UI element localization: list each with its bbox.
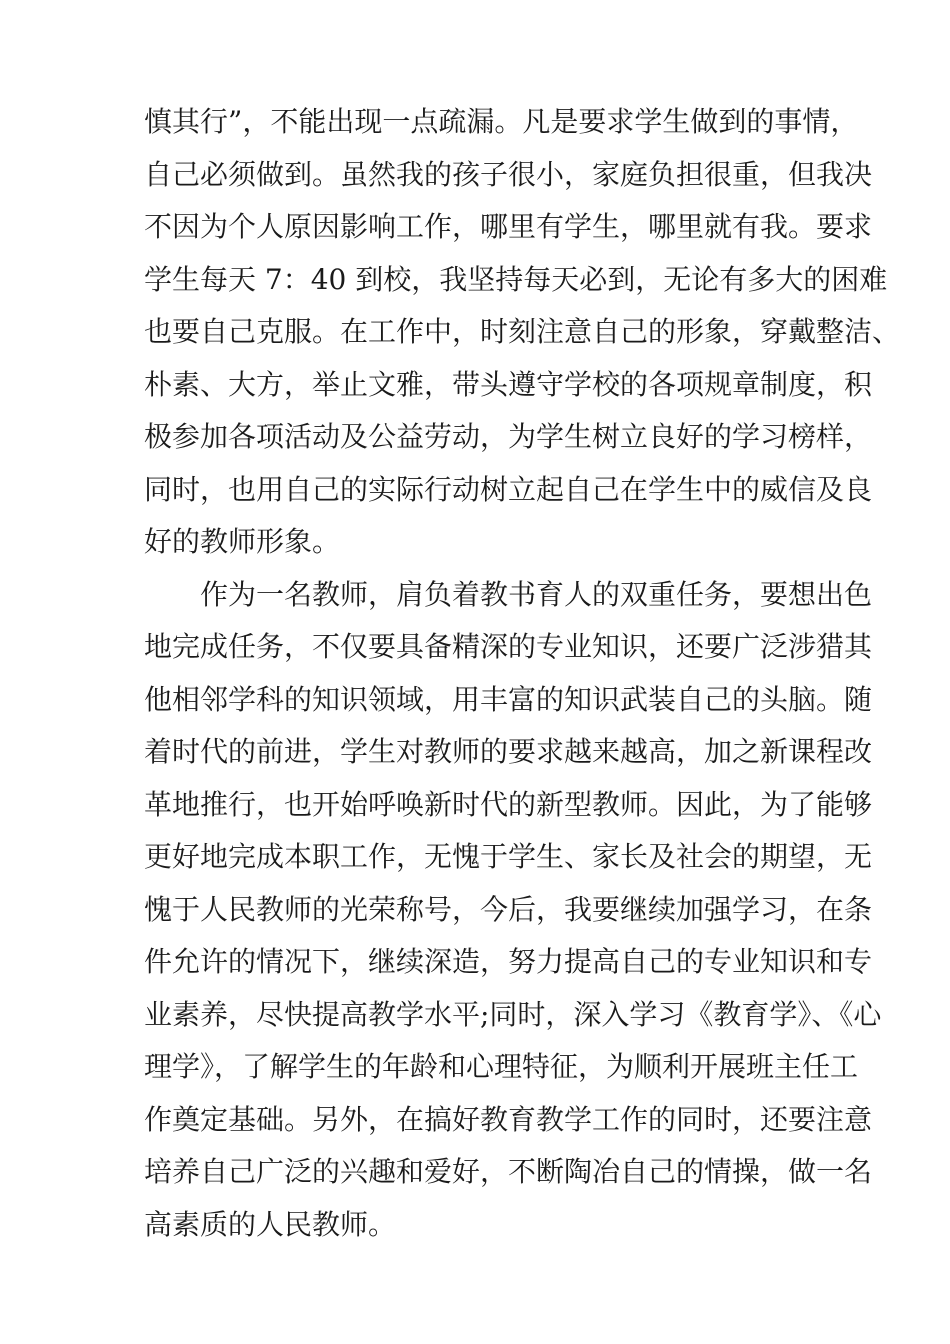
text-line: 朴素、大方，举止文雅，带头遵守学校的各项规章制度，积 bbox=[144, 367, 873, 401]
text-line: 慎其行”，不能出现一点疏漏。凡是要求学生做到的事情， bbox=[144, 105, 859, 138]
text-line: 愧于人民教师的光荣称号，今后，我要继续加强学习，在条 bbox=[144, 892, 873, 926]
text-line: 同时，也用自己的实际行动树立起自己在学生中的威信及良 bbox=[144, 472, 873, 506]
paragraph-1 bbox=[144, 96, 901, 569]
paragraph-2 bbox=[144, 569, 882, 1252]
text-line: 地完成任务，不仅要具备精深的专业知识，还要广泛涉猎其 bbox=[144, 630, 873, 663]
text-line: 也要自己克服。在工作中，时刻注意自己的形象，穿戴整洁、 bbox=[144, 315, 901, 348]
text-line: 培养自己广泛的兴趣和爱好，不断陶冶自己的情操，做一名 bbox=[144, 1155, 873, 1188]
text-line: 业素养，尽快提高教学水平;同时，深入学习《教育学》、《心 bbox=[144, 997, 882, 1031]
text-line: 自己必须做到。虽然我的孩子很小，家庭负担很重，但我决 bbox=[144, 157, 873, 191]
text-line: 更好地完成本职工作，无愧于学生、家长及社会的期望，无 bbox=[144, 840, 873, 873]
text-line: 高素质的人民教师。 bbox=[144, 1207, 397, 1241]
text-line: 他相邻学科的知识领域，用丰富的知识武装自己的头脑。随 bbox=[144, 682, 873, 716]
text-line: 着时代的前进，学生对教师的要求越来越高，加之新课程改 bbox=[144, 735, 873, 768]
text-line: 革地推行，也开始呼唤新时代的新型教师。因此，为了能够 bbox=[144, 787, 873, 821]
text-line: 学生每天 7：40 到校，我坚持每天必到，无论有多大的困难 bbox=[144, 262, 888, 296]
document-body bbox=[144, 96, 901, 1251]
text-line: 件允许的情况下，继续深造，努力提高自己的专业知识和专 bbox=[144, 945, 873, 978]
text-line: 好的教师形象。 bbox=[144, 525, 341, 558]
text-line: 极参加各项活动及公益劳动，为学生树立良好的学习榜样， bbox=[144, 420, 873, 453]
text-line: 作为一名教师，肩负着教书育人的双重任务，要想出色 bbox=[200, 577, 873, 611]
text-line: 作奠定基础。另外，在搞好教育教学工作的同时，还要注意 bbox=[144, 1102, 873, 1136]
text-line: 理学》，了解学生的年龄和心理特征，为顺利开展班主任工 bbox=[144, 1050, 859, 1083]
text-line: 不因为个人原因影响工作，哪里有学生，哪里就有我。要求 bbox=[144, 210, 873, 243]
